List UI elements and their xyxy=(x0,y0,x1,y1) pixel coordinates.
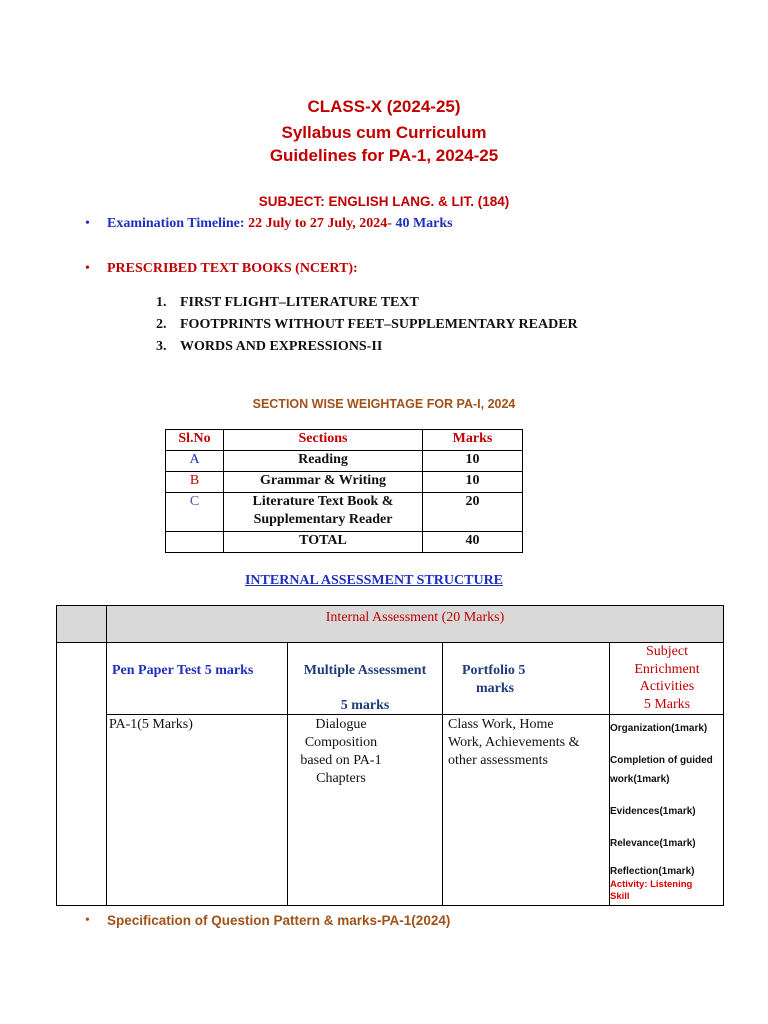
table-row: A Reading 10 xyxy=(166,451,523,472)
table-row: B Grammar & Writing 10 xyxy=(166,472,523,493)
pattern-heading: Specification of Question Pattern & marks-PA-1(2024) xyxy=(107,913,451,928)
enrichment-item: Relevance(1mark) xyxy=(610,838,696,849)
table-total-row: TOTAL 40 xyxy=(166,532,523,553)
book-item: 3. WORDS AND EXPRESSIONS-II xyxy=(156,339,383,354)
pa1-marks: PA-1(5 Marks) xyxy=(109,717,193,732)
col-sections: Sections xyxy=(224,430,423,451)
internal-assessment-heading: INTERNAL ASSESSMENT STRUCTURE xyxy=(244,573,504,588)
table-header-row xyxy=(166,430,523,451)
ia-banner: Internal Assessment (20 Marks) xyxy=(325,610,505,625)
title-syllabus: Syllabus cum Curriculum xyxy=(281,123,487,142)
multiple-assessment-marks: 5 marks xyxy=(340,698,390,713)
timeline-text: Examination Timeline: 22 July to 27 July, 2024- 40 Marks xyxy=(107,216,453,231)
enrichment-item: work(1mark) xyxy=(610,774,670,785)
pen-paper-head: Pen Paper Test 5 marks xyxy=(112,663,254,678)
col-slno: Sl.No xyxy=(166,430,224,451)
title-guidelines: Guidelines for PA-1, 2024-25 xyxy=(269,146,499,165)
weightage-heading: SECTION WISE WEIGHTAGE FOR PA-I, 2024 xyxy=(252,397,516,411)
portfolio-head: Portfolio 5 xyxy=(462,663,526,678)
portfolio-marks: marks xyxy=(476,681,515,696)
books-heading: PRESCRIBED TEXT BOOKS (NCERT): xyxy=(107,261,358,276)
multiple-assessment-head: Multiple Assessment xyxy=(303,663,427,678)
bullet-dot-icon: • xyxy=(85,216,90,231)
title-class: CLASS-X (2024-25) xyxy=(307,97,461,116)
enrichment-item: Organization(1mark) xyxy=(610,723,708,734)
portfolio-body: Class Work, Home Work, Achievements & other assessments xyxy=(448,717,580,768)
dialogue-composition: Dialogue Composition based on PA-1 Chapters xyxy=(300,717,382,786)
activity-note: Activity: Listening Skill xyxy=(610,879,693,902)
enrichment-head: Subject Enrichment Activities 5 Marks xyxy=(634,644,700,712)
bullet-dot-icon: • xyxy=(85,261,90,276)
weightage-table xyxy=(165,429,523,553)
enrichment-item: Evidences(1mark) xyxy=(610,806,696,817)
table-row: C Literature Text Book & Supplementary Reader 20 xyxy=(166,493,523,532)
enrichment-item: Completion of guided xyxy=(610,755,713,766)
book-item: 1. FIRST FLIGHT–LITERATURE TEXT xyxy=(156,295,419,310)
subject-line: SUBJECT: ENGLISH LANG. & LIT. (184) xyxy=(258,194,510,209)
bullet-dot-icon: • xyxy=(85,913,90,928)
col-marks: Marks xyxy=(423,430,523,451)
book-item: 2. FOOTPRINTS WITHOUT FEET–SUPPLEMENTARY READER xyxy=(156,317,578,332)
enrichment-item: Reflection(1mark) xyxy=(610,866,695,877)
